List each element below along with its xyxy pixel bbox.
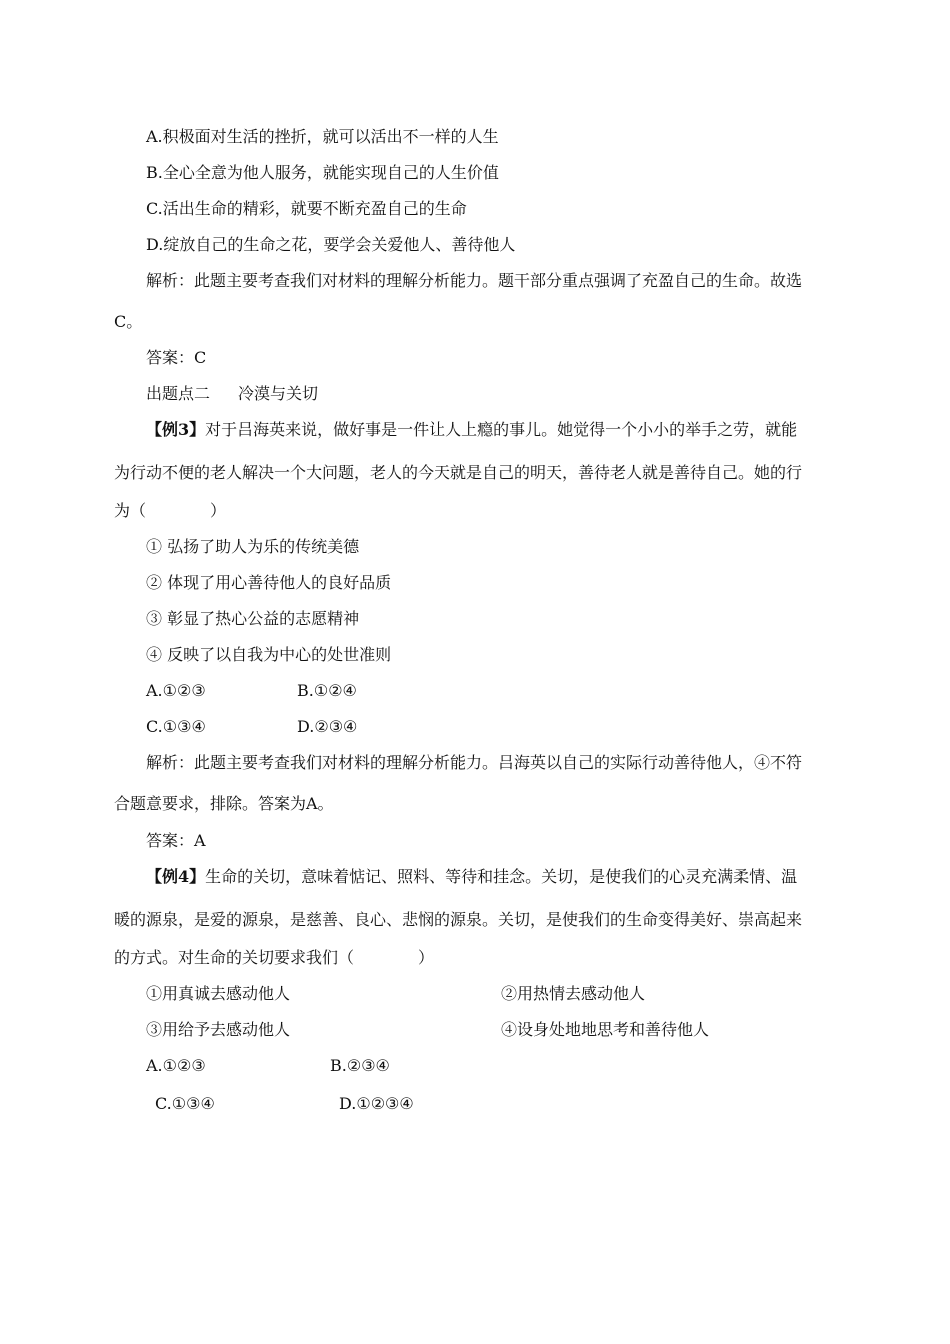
ex4-stem-line-2: 暖的源泉，是爱的源泉，是慈善、良心、悲悯的源泉。关切，是使我们的生命变得美好、崇高起来	[114, 910, 803, 929]
q2-option-b: B.全心全意为他人服务，就能实现自己的人生价值	[146, 163, 499, 182]
q2-option-c: C.活出生命的精彩，就要不断充盈自己的生命	[146, 199, 467, 218]
ex4-option-d: D.①②③④	[339, 1094, 414, 1113]
ex3-stem-line-3: 为（ ）	[114, 501, 227, 520]
ex3-option-c: C.①③④	[146, 717, 206, 736]
ex3-item-3: ③ 彰显了热心公益的志愿精神	[146, 609, 360, 628]
ex4-stem-line-1	[146, 866, 797, 888]
section-heading	[146, 383, 318, 405]
ex4-stem-line-3: 的方式。对生命的关切要求我们（ ）	[114, 948, 435, 967]
ex4-item-1: ①用真诚去感动他人	[146, 984, 291, 1003]
q2-option-d: D.绽放自己的生命之花，要学会关爱他人、善待他人	[146, 235, 516, 254]
ex3-stem-line-2: 为行动不便的老人解决一个大问题，老人的今天就是自己的明天，善待老人就是善待自己。她的行	[114, 463, 803, 482]
ex4-option-a: A.①②③	[146, 1056, 206, 1075]
ex3-analysis-line-1: 解析：此题主要考查我们对材料的理解分析能力。吕海英以自己的实际行动善待他人，④不符	[146, 753, 803, 772]
ex3-item-4: ④ 反映了以自我为中心的处世准则	[146, 645, 392, 664]
ex3-answer: 答案：A	[146, 831, 206, 850]
ex3-item-1: ① 弘扬了助人为乐的传统美德	[146, 537, 360, 556]
ex4-option-c: C.①③④	[155, 1094, 215, 1113]
q2-analysis-line-2: C。	[114, 312, 143, 331]
ex3-tag: 【例3】	[146, 420, 206, 439]
section-label: 出题点二	[146, 384, 211, 403]
ex3-stem-text-1: 对于吕海英来说，做好事是一件让人上瘾的事儿。她觉得一个小小的举手之劳，就能	[205, 420, 798, 439]
ex3-option-b: B.①②④	[297, 681, 357, 700]
section-title: 冷漠与关切	[238, 384, 319, 403]
ex4-stem-text-1: 生命的关切，意味着惦记、照料、等待和挂念。关切，是使我们的心灵充满柔情、温	[205, 867, 798, 886]
ex4-item-2: ②用热情去感动他人	[501, 984, 646, 1003]
q2-option-a: A.积极面对生活的挫折，就可以活出不一样的人生	[146, 127, 499, 146]
ex3-analysis-line-2: 合题意要求，排除。答案为A。	[114, 794, 334, 813]
ex3-option-d: D.②③④	[297, 717, 358, 736]
ex3-option-a: A.①②③	[146, 681, 206, 700]
q2-answer: 答案：C	[146, 348, 207, 367]
ex4-item-4: ④设身处地地思考和善待他人	[501, 1020, 710, 1039]
q2-analysis-line-1: 解析：此题主要考查我们对材料的理解分析能力。题干部分重点强调了充盈自己的生命。故选	[146, 271, 803, 290]
ex3-stem-line-1	[146, 419, 797, 441]
ex3-item-2: ② 体现了用心善待他人的良好品质	[146, 573, 392, 592]
ex4-option-b: B.②③④	[330, 1056, 390, 1075]
ex4-item-3: ③用给予去感动他人	[146, 1020, 291, 1039]
ex4-tag: 【例4】	[146, 867, 206, 886]
